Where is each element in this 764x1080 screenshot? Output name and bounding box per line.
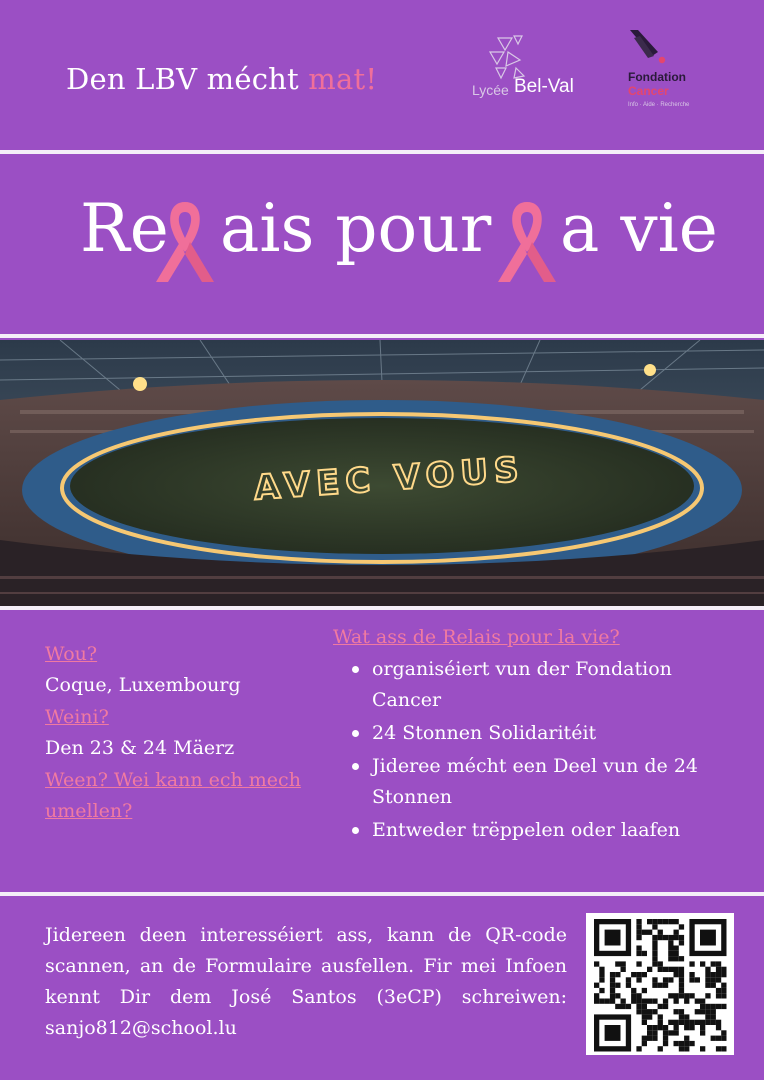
header-title-highlight: mat! bbox=[308, 62, 378, 96]
where-label: Wou? bbox=[45, 643, 98, 665]
when-value: Den 23 & 24 Mäerz bbox=[45, 737, 235, 759]
qr-code-icon bbox=[586, 913, 734, 1055]
stadium-illustration bbox=[0, 340, 764, 608]
when-label: Weini? bbox=[45, 706, 109, 728]
lbv-logo-name: Bel-Val bbox=[514, 76, 574, 97]
info-title: Wat ass de Relais pour la vie? bbox=[333, 626, 620, 648]
main-title-seg2: ais pour bbox=[220, 190, 492, 267]
signup-label-line1: Ween? Wei kann ech mech bbox=[45, 769, 301, 791]
list-item: organiséiert vun der Fondation Cancer bbox=[350, 654, 730, 716]
list-item: Jideree mécht een Deel vun de 24 Stonnen bbox=[350, 751, 730, 813]
info-bullet-list bbox=[350, 654, 730, 848]
qr-code[interactable] bbox=[586, 913, 734, 1055]
fc-logo-line2: Cancer bbox=[628, 84, 669, 98]
fc-swoosh-icon bbox=[628, 26, 668, 66]
lycee-bel-val-logo bbox=[470, 32, 590, 104]
bullet-icon bbox=[352, 730, 359, 737]
divider-photo-top bbox=[0, 334, 764, 338]
fc-logo-line1: Fondation bbox=[628, 70, 686, 84]
bullet-icon bbox=[352, 666, 359, 673]
pink-ribbon-icon bbox=[492, 196, 562, 292]
header-title-text: Den LBV mécht bbox=[66, 62, 309, 96]
bullet-icon bbox=[352, 763, 359, 770]
lbv-logo-prefix: Lycée bbox=[472, 82, 509, 98]
header-title bbox=[66, 62, 377, 96]
main-title-seg1: Re bbox=[80, 190, 169, 267]
fc-logo-tagline: Info · Aide · Recherche bbox=[628, 102, 690, 108]
contact-paragraph: Jidereen deen interesséiert ass, kann de QR-code scannen, an de Formulaire ausfellen. Fir mei Infoen kennt Dir dem José Santos (3eCP) schreiwen: sanjo812@school.lu bbox=[45, 924, 567, 1039]
pink-ribbon-icon bbox=[150, 196, 220, 292]
bullet-icon bbox=[352, 827, 359, 834]
divider-bottom bbox=[0, 892, 764, 896]
main-title bbox=[0, 190, 764, 290]
list-item: Entweder trëppelen oder laafen bbox=[350, 815, 730, 846]
signup-label-line2: umellen? bbox=[45, 800, 133, 822]
event-photo bbox=[0, 340, 764, 608]
lbv-triangles-icon bbox=[480, 32, 540, 82]
divider-photo-bottom bbox=[0, 606, 764, 610]
where-value: Coque, Luxembourg bbox=[45, 674, 241, 696]
divider-top bbox=[0, 150, 764, 154]
main-title-seg3: a vie bbox=[560, 190, 718, 267]
fondation-cancer-logo bbox=[626, 26, 716, 116]
avec-vous-banner: AVEC VOUS bbox=[252, 449, 526, 509]
list-item: 24 Stonnen Solidaritéit bbox=[350, 718, 730, 749]
